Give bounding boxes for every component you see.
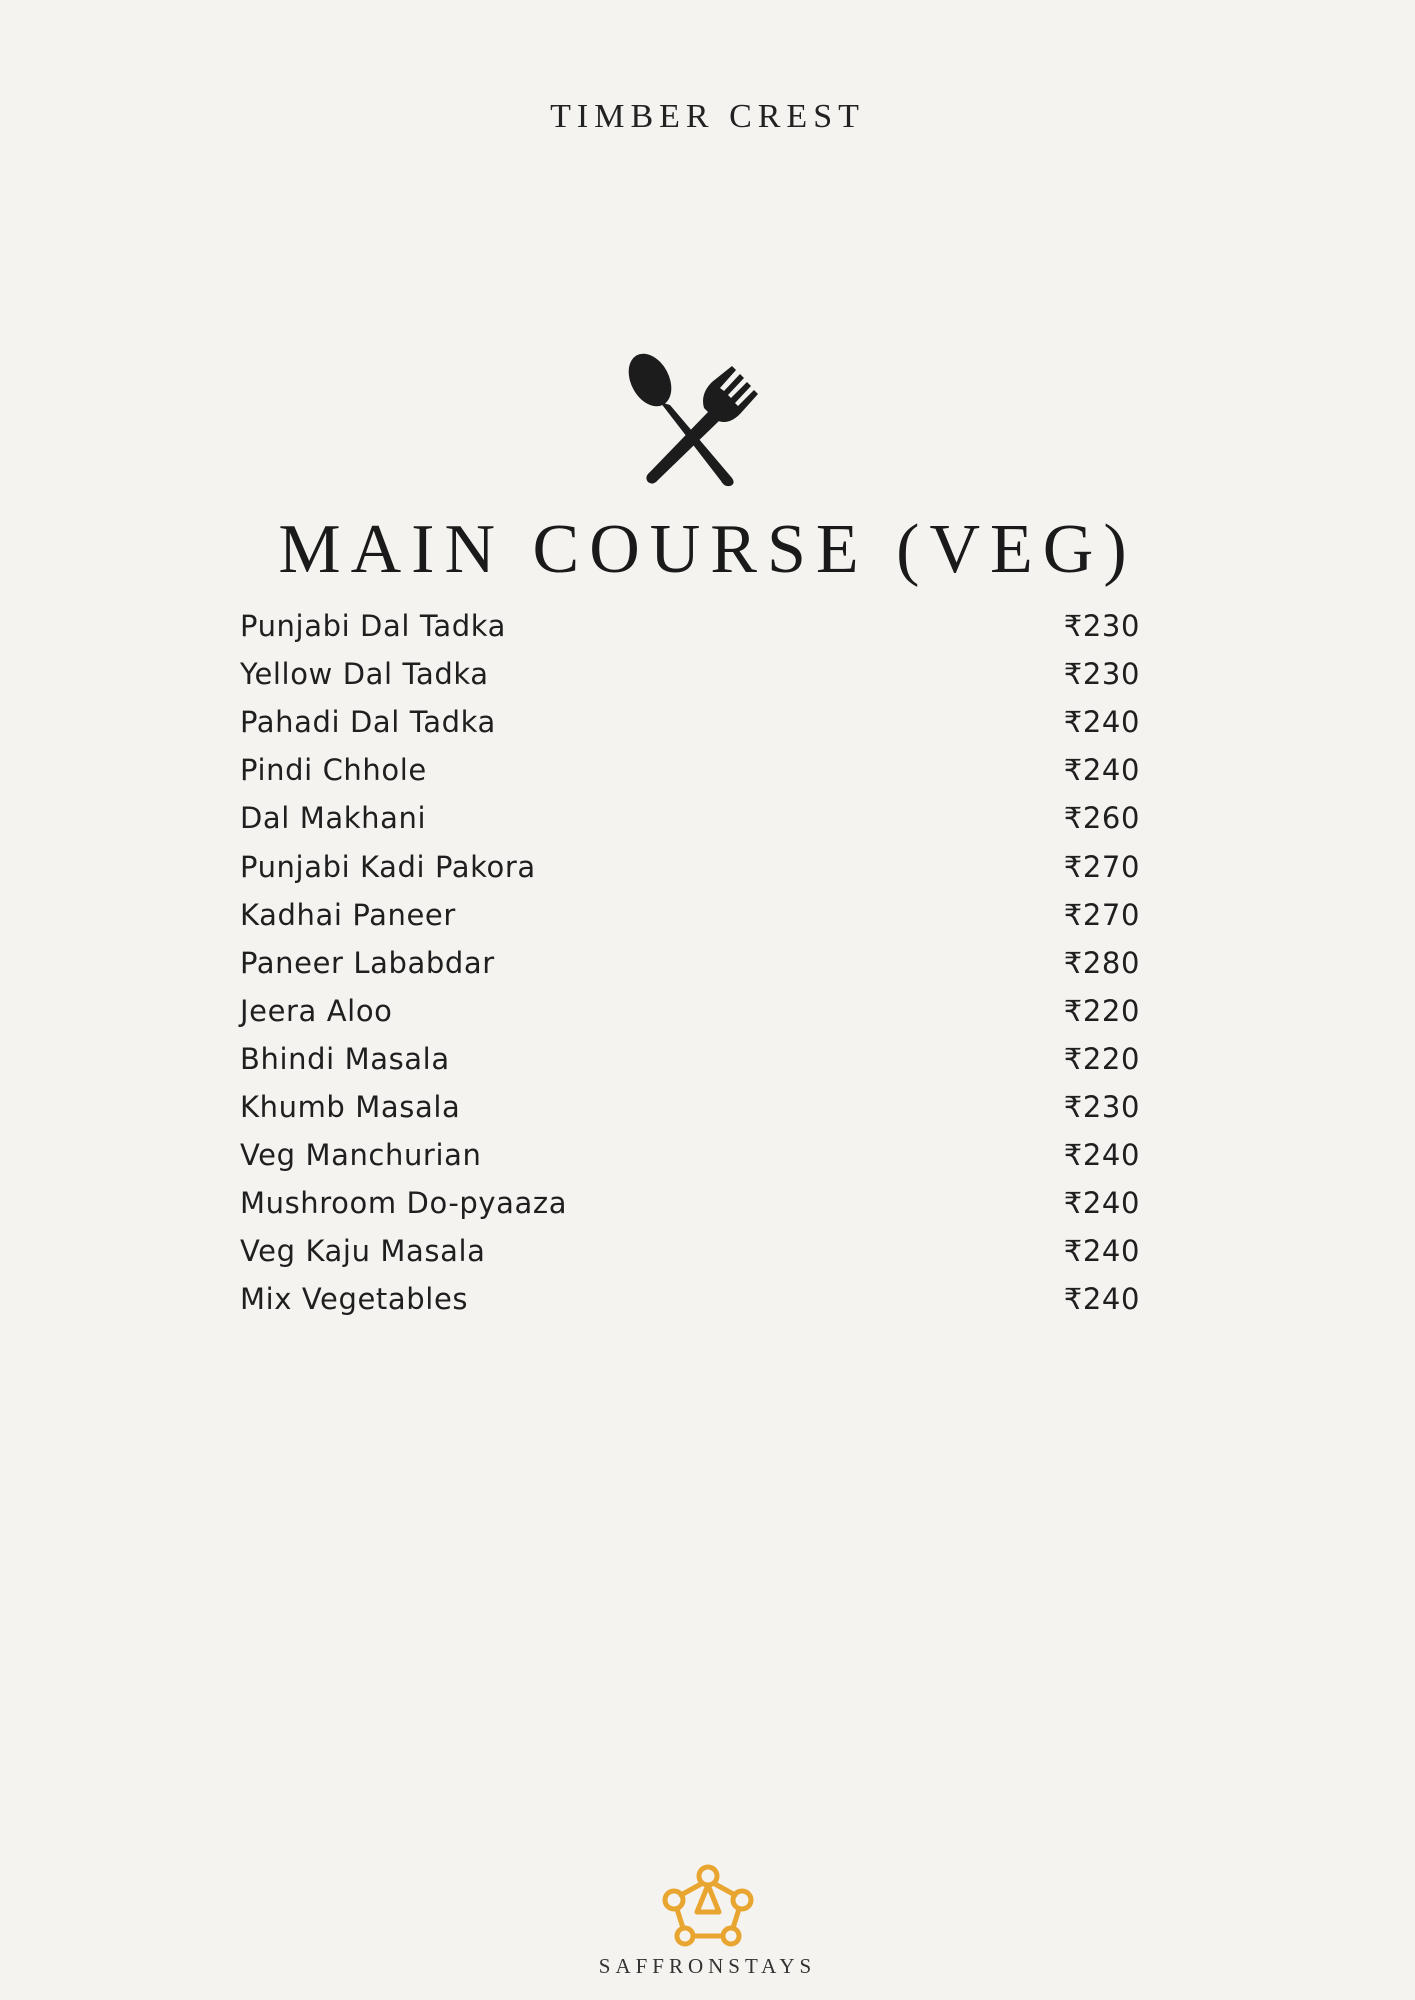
- menu-item-price: ₹230: [1063, 657, 1140, 692]
- menu-item-price: ₹280: [1063, 945, 1140, 980]
- menu-item-name: Jeera Aloo: [240, 993, 393, 1028]
- menu-item: [240, 842, 1140, 890]
- menu-item: [240, 1083, 1140, 1131]
- saffronstays-logo-icon: [661, 1862, 755, 1948]
- menu-item-name: Punjabi Dal Tadka: [240, 609, 506, 644]
- menu-list: [240, 602, 1140, 1323]
- menu-item-name: Paneer Lababdar: [240, 945, 495, 980]
- menu-item-price: ₹230: [1063, 609, 1140, 644]
- menu-item: [240, 650, 1140, 698]
- menu-item-price: ₹270: [1063, 849, 1140, 884]
- menu-item: [240, 602, 1140, 650]
- footer-brand: SAFFRONSTAYS: [598, 1954, 817, 1978]
- menu-item-name: Bhindi Masala: [240, 1041, 450, 1076]
- menu-item-name: Kadhai Paneer: [240, 897, 456, 932]
- menu-item-name: Pahadi Dal Tadka: [240, 705, 496, 740]
- menu-item-name: Veg Manchurian: [240, 1138, 482, 1173]
- menu-item: [240, 891, 1140, 939]
- menu-item-price: ₹260: [1063, 801, 1140, 836]
- menu-item-price: ₹240: [1063, 1138, 1140, 1173]
- menu-item: [240, 1179, 1140, 1227]
- menu-item-price: ₹240: [1063, 1234, 1140, 1269]
- menu-item: [240, 987, 1140, 1035]
- menu-item: [240, 746, 1140, 794]
- menu-item-name: Yellow Dal Tadka: [240, 657, 489, 692]
- section-title: MAIN COURSE (VEG): [278, 511, 1137, 588]
- menu-item-name: Mushroom Do-pyaaza: [240, 1186, 568, 1221]
- menu-item-price: ₹240: [1063, 753, 1140, 788]
- menu-item: [240, 1227, 1140, 1275]
- menu-item-price: ₹240: [1063, 705, 1140, 740]
- menu-item-name: Dal Makhani: [240, 801, 427, 836]
- menu-item: [240, 698, 1140, 746]
- menu-item-price: ₹220: [1063, 1041, 1140, 1076]
- brand-title: TIMBER CREST: [550, 98, 865, 135]
- menu-item-price: ₹240: [1063, 1282, 1140, 1317]
- menu-item-name: Mix Vegetables: [240, 1282, 469, 1317]
- menu-item-price: ₹240: [1063, 1186, 1140, 1221]
- menu-item-price: ₹270: [1063, 897, 1140, 932]
- cutlery-icon: [620, 350, 765, 490]
- menu-item-price: ₹230: [1063, 1089, 1140, 1124]
- menu-item-price: ₹220: [1063, 993, 1140, 1028]
- menu-item-name: Khumb Masala: [240, 1089, 461, 1124]
- menu-item: [240, 939, 1140, 987]
- menu-item: [240, 794, 1140, 842]
- menu-item-name: Pindi Chhole: [240, 753, 427, 788]
- menu-item-name: Punjabi Kadi Pakora: [240, 849, 536, 884]
- menu-item-name: Veg Kaju Masala: [240, 1234, 486, 1269]
- menu-item: [240, 1275, 1140, 1323]
- menu-item: [240, 1035, 1140, 1083]
- menu-item: [240, 1131, 1140, 1179]
